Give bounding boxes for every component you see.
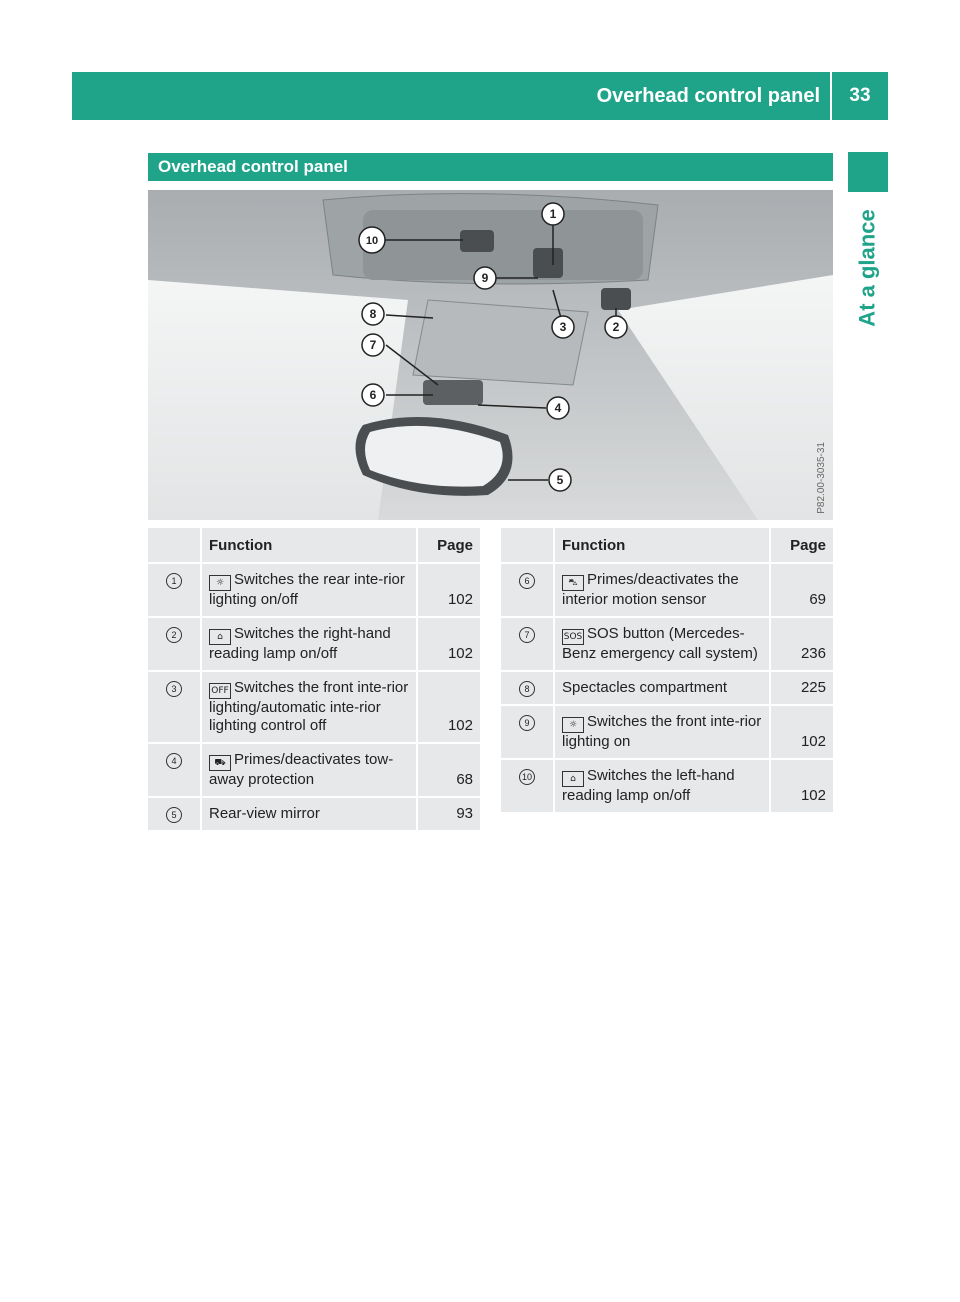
row-number-cell	[148, 616, 202, 670]
number-column-header	[148, 528, 202, 562]
table-row	[501, 562, 833, 616]
function-text: Rear-view mirror	[209, 805, 320, 822]
callout-9: 9	[481, 271, 489, 285]
page-reference: 102	[769, 758, 833, 812]
row-number: 6	[519, 573, 535, 589]
side-tab-label: At a glance	[855, 209, 880, 327]
page-reference: 102	[769, 704, 833, 758]
function-cell	[202, 670, 416, 742]
callout-7: 7	[369, 338, 377, 352]
row-number-cell	[148, 670, 202, 742]
callout-2: 2	[612, 320, 620, 334]
function-cell	[202, 616, 416, 670]
row-number: 10	[519, 769, 535, 785]
callout-3: 3	[559, 320, 567, 334]
page-reference: 102	[416, 670, 480, 742]
side-tab	[848, 198, 888, 338]
function-table-left	[148, 528, 480, 830]
page-reference: 69	[769, 562, 833, 616]
function-cell	[202, 742, 416, 796]
function-text: Switches the rear inte-rior lighting on/off	[209, 571, 405, 608]
front-light-icon: ☼	[562, 717, 584, 733]
row-number: 1	[166, 573, 182, 589]
function-column-header: Function	[555, 528, 769, 562]
function-text: SOS button (Mercedes-Benz emergency call system)	[562, 625, 758, 662]
reading-lamp-icon: ⌂	[209, 629, 231, 645]
function-cell	[555, 670, 769, 704]
row-number-cell	[501, 758, 555, 812]
row-number-cell	[148, 562, 202, 616]
left-table-body	[148, 562, 480, 830]
row-number-cell	[501, 670, 555, 704]
row-number-cell	[501, 704, 555, 758]
callout-4: 4	[554, 401, 562, 415]
function-text: Switches the front inte-rior lighting on	[562, 713, 762, 750]
table-row	[501, 758, 833, 812]
callout-5: 5	[556, 473, 564, 487]
header-title: Overhead control panel	[596, 84, 820, 107]
rear-light-icon: ☼	[209, 575, 231, 591]
row-number: 2	[166, 627, 182, 643]
overhead-panel-illustration	[148, 190, 833, 520]
function-table-right	[501, 528, 833, 812]
row-number: 9	[519, 715, 535, 731]
function-text: Switches the right-hand reading lamp on/off	[209, 625, 391, 662]
row-number: 5	[166, 807, 182, 823]
callout-10: 10	[365, 235, 379, 247]
table-row	[148, 742, 480, 796]
page-column-header: Page	[769, 528, 833, 562]
function-cell	[555, 616, 769, 670]
page-reference: 236	[769, 616, 833, 670]
section-title: Overhead control panel	[148, 153, 833, 181]
table-row	[501, 616, 833, 670]
number-column-header	[501, 528, 555, 562]
page-header	[72, 72, 888, 120]
figure-code: P82.00-3035-31	[816, 442, 827, 514]
function-cell	[202, 796, 416, 830]
row-number: 3	[166, 681, 182, 697]
motion-sensor-icon: ⛍	[562, 575, 584, 591]
row-number-cell	[148, 796, 202, 830]
page-reference: 102	[416, 616, 480, 670]
table-row	[501, 704, 833, 758]
sos-icon: SOS	[562, 629, 584, 645]
table-row	[148, 562, 480, 616]
light-off-icon: OFF	[209, 683, 231, 699]
callout-6: 6	[369, 388, 377, 402]
table-row	[148, 616, 480, 670]
row-number: 4	[166, 753, 182, 769]
table-row	[501, 670, 833, 704]
row-number: 7	[519, 627, 535, 643]
function-text: Spectacles compartment	[562, 679, 728, 696]
function-cell	[555, 758, 769, 812]
side-tab-marker	[848, 152, 888, 192]
callout-8: 8	[369, 307, 377, 321]
function-cell	[555, 562, 769, 616]
function-text: Switches the left-hand reading lamp on/off	[562, 767, 735, 804]
row-number-cell	[501, 562, 555, 616]
table-header-row	[501, 528, 833, 562]
page-reference: 225	[769, 670, 833, 704]
page-number: 33	[849, 85, 871, 106]
table-row	[148, 670, 480, 742]
function-text: Primes/deactivates tow-away protection	[209, 751, 394, 788]
row-number-cell	[501, 616, 555, 670]
reading-lamp-icon: ⌂	[562, 771, 584, 787]
callout-1: 1	[549, 207, 557, 221]
function-cell	[202, 562, 416, 616]
right-table-body	[501, 562, 833, 812]
overhead-panel-photo	[148, 190, 833, 520]
row-number: 8	[519, 681, 535, 697]
function-column-header: Function	[202, 528, 416, 562]
page-reference: 93	[416, 796, 480, 830]
function-text: Primes/deactivates the interior motion sensor	[562, 571, 739, 608]
table-header-row	[148, 528, 480, 562]
page-column-header: Page	[416, 528, 480, 562]
row-number-cell	[148, 742, 202, 796]
table-row	[148, 796, 480, 830]
tow-away-icon: ⛟	[209, 755, 231, 771]
page-reference: 68	[416, 742, 480, 796]
page-reference: 102	[416, 562, 480, 616]
function-text: Switches the front inte-rior lighting/automatic inte-rior lighting control off	[209, 679, 409, 734]
function-cell	[555, 704, 769, 758]
